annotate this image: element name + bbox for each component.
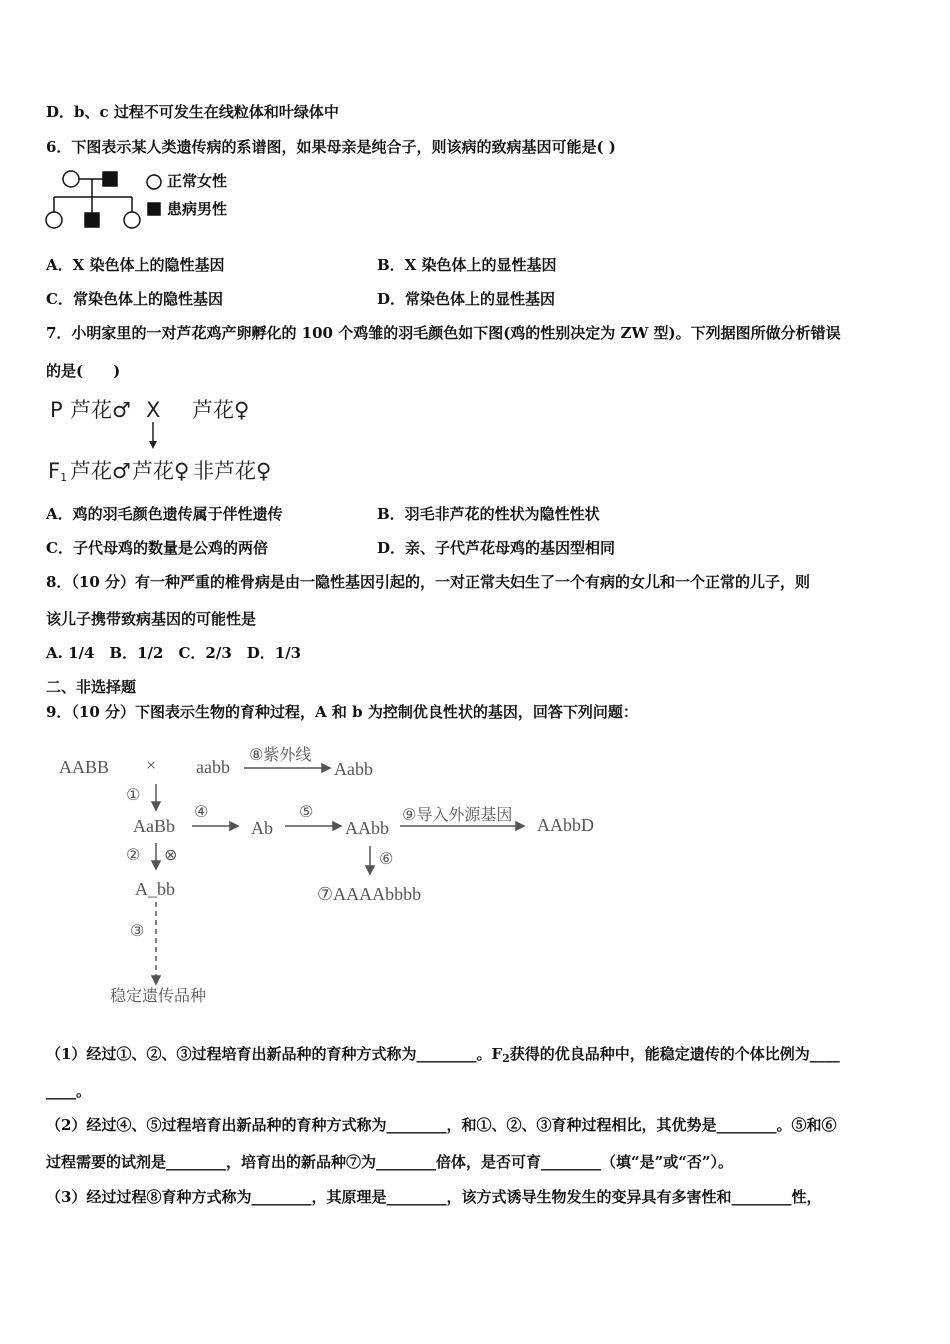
- q7-option-d: D．亲、子代芦花母鸡的基因型相同: [377, 539, 616, 557]
- q6-option-d: D．常染色体上的显性基因: [377, 290, 556, 308]
- q9-step1: ①: [126, 785, 141, 804]
- q9-part2-line2: 过程需要的试剂是________，培育出的新品种⑦为________倍体，是否可育________（填“是”或“否”）。: [46, 1153, 734, 1171]
- q9-parent2: aabb: [196, 757, 230, 777]
- q9-cross: ×: [146, 755, 157, 775]
- q9-step9: ⑨导入外源基因: [402, 805, 513, 824]
- q6-stem: 6．下图表示某人类遗传病的系谱图，如果母亲是纯合子，则该病的致病基因可能是( ): [46, 138, 616, 156]
- q8-stem-line2: 该儿子携带致病基因的可能性是: [46, 610, 257, 628]
- q7-stem-line1: 7．小明家里的一对芦花鸡产卵孵化的 100 个鸡雏的羽毛颜色如下图(鸡的性别决定为 ZW 型)。下列据图所做分析错误: [46, 324, 841, 342]
- q9-step5: ⑤: [299, 802, 314, 821]
- q7-stem-line2: 的是( ): [46, 362, 121, 380]
- q7-f1-female: 芦花♀: [132, 459, 190, 483]
- q8-options: A. 1/4 B．1/2 C．2/3 D．1/3: [46, 644, 302, 662]
- q9-step2: ②: [126, 845, 141, 864]
- q9-part2-line1: （2）经过④、⑤过程培育出新品种的育种方式称为________，和①、②、③育种过程相比，其优势是________。⑤和⑥: [46, 1116, 837, 1134]
- q9-aabbd: AAbbD: [537, 815, 594, 835]
- q9-step8: ⑧紫外线: [249, 745, 312, 764]
- q7-f1-female2: 非芦花♀: [193, 459, 272, 483]
- q9-part1-line1: （1）经过①、②、③过程培育出新品种的育种方式称为________。$F_2$获得的优良品种中，能稳定遗传的个体比例为____: [46, 1045, 840, 1065]
- q9-stem: 9．（10 分）下图表示生物的育种过程，A 和 b 为控制优良性状的基因，回答下列问题：: [46, 703, 638, 721]
- q6-option-a: A．X 染色体上的隐性基因: [46, 256, 225, 274]
- q9-parent1: AABB: [59, 757, 110, 777]
- q9-part3-line1: （3）经过过程⑧育种方式称为________，其原理是________，该方式诱导生物发生的变异具有多害性和________性，: [46, 1188, 822, 1206]
- q7-f1-male: 芦花♂: [70, 459, 131, 483]
- q7-cross: X: [146, 398, 161, 422]
- legend-male-label: 患病男性: [167, 200, 228, 218]
- q7-p-label: P: [50, 398, 63, 422]
- q9-step6: ⑥: [379, 849, 394, 868]
- q6-option-c: C．常染色体上的隐性基因: [46, 290, 223, 308]
- q9-ab: Ab: [251, 818, 273, 838]
- section2-heading: 二、非选择题: [46, 678, 137, 696]
- q9-a-bb: A_bb: [135, 879, 175, 899]
- q9-step4: ④: [194, 802, 209, 821]
- q9-step7: ⑦AAAAbbbb: [317, 884, 422, 904]
- q9-stable-variety: 稳定遗传品种: [110, 986, 207, 1005]
- q6-option-b: B．X 染色体上的显性基因: [377, 256, 557, 274]
- q9-step3: ③: [130, 921, 145, 940]
- legend-female-label: 正常女性: [167, 172, 228, 190]
- q9-aabb-result: Aabb: [334, 759, 373, 779]
- q9-aabb2: AAbb: [345, 818, 389, 838]
- q8-stem-line1: 8．（10 分）有一种严重的椎骨病是由一隐性基因引起的，一对正常夫妇生了一个有病的女儿和一个正常的儿子，则: [46, 573, 811, 591]
- q9-aabb-f1: AaBb: [133, 816, 175, 836]
- q7-f1-label: $F_1$: [48, 459, 68, 484]
- q7-p-male: 芦花♂: [70, 398, 131, 422]
- q7-p-female: 芦花♀: [192, 398, 250, 422]
- q5-option-d: D．b、c 过程不可发生在线粒体和叶绿体中: [46, 103, 339, 121]
- q7-option-a: A．鸡的羽毛颜色遗传属于伴性遗传: [46, 505, 283, 523]
- q9-selfing-icon: ⊗: [164, 845, 178, 864]
- q7-option-b: B．羽毛非芦花的性状为隐性性状: [377, 505, 600, 523]
- q9-part1-line2: ____。: [46, 1082, 92, 1100]
- q7-option-c: C．子代母鸡的数量是公鸡的两倍: [46, 539, 268, 557]
